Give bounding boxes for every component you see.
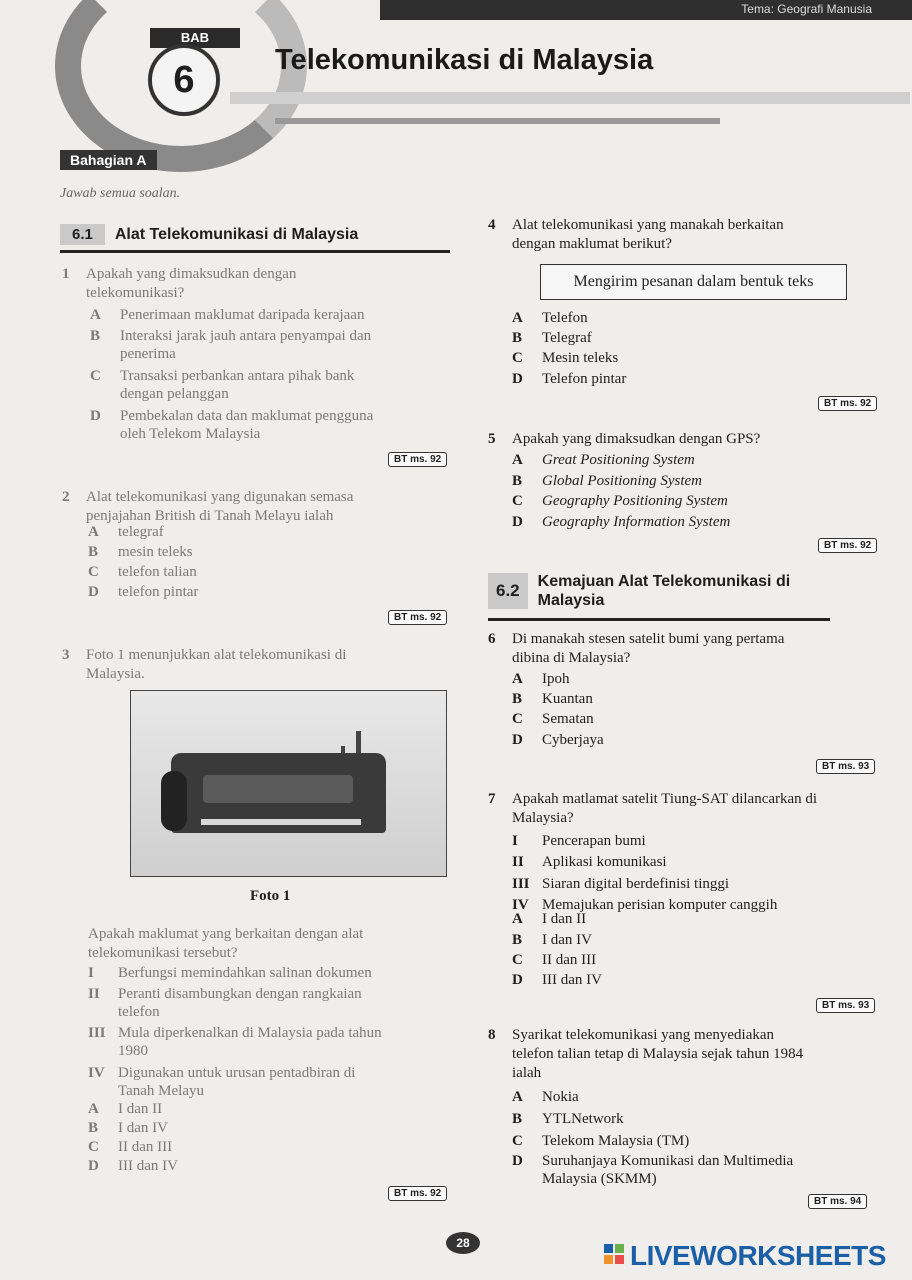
info-box: Mengirim pesanan dalam bentuk teks bbox=[540, 264, 847, 300]
top-theme-band bbox=[380, 0, 912, 20]
q5-option-d[interactable]: D Geography Information System bbox=[512, 514, 731, 530]
title-rule bbox=[275, 118, 720, 124]
q7-statement-ii: II Aplikasi komunikasi bbox=[512, 854, 667, 870]
question-5: 5 Apakah yang dimaksudkan dengan GPS? bbox=[488, 431, 761, 447]
q7-statement-iv: IV Memajukan perisian komputer canggih bbox=[512, 897, 778, 913]
reference-tag: BT ms. 93 bbox=[816, 998, 875, 1013]
q7-statement-iii: III Siaran digital berdefinisi tinggi bbox=[512, 876, 730, 892]
q7-statement-i: I Pencerapan bumi bbox=[512, 833, 646, 849]
q7-option-a[interactable]: A I dan II bbox=[512, 911, 587, 927]
q8-option-d[interactable]: D Suruhanjaya Komunikasi dan Multimedia Malaysia (SKMM) bbox=[512, 1153, 794, 1187]
q6-option-c[interactable]: C Sematan bbox=[512, 711, 594, 727]
photo-caption: Foto 1 bbox=[250, 888, 291, 904]
q6-option-b[interactable]: B Kuantan bbox=[512, 691, 593, 707]
q3-statement-ii: II Peranti disambungkan dengan rangkaian telefon bbox=[88, 986, 362, 1020]
q1-option-c[interactable]: C Transaksi perbankan antara pihak bank dengan pelanggan bbox=[90, 368, 355, 402]
section-label: Bahagian A bbox=[60, 150, 157, 170]
section-number: 6.1 bbox=[60, 224, 105, 245]
q8-option-a[interactable]: A Nokia bbox=[512, 1089, 579, 1105]
section-number: 6.2 bbox=[488, 573, 528, 609]
section-heading-6-2: 6.2 Kemajuan Alat Telekomunikasi di Malaysia bbox=[488, 572, 790, 610]
reference-tag: BT ms. 92 bbox=[388, 452, 447, 467]
q2-option-b[interactable]: B mesin teleks bbox=[88, 544, 193, 560]
q2-option-d[interactable]: D telefon pintar bbox=[88, 584, 199, 600]
q7-option-d[interactable]: D III dan IV bbox=[512, 972, 602, 988]
instruction-text: Jawab semua soalan. bbox=[60, 186, 181, 201]
section-underline bbox=[60, 250, 450, 253]
q6-option-d[interactable]: D Cyberjaya bbox=[512, 732, 604, 748]
question-1: 1 Apakah yang dimaksudkan dengan telekomunikasi? bbox=[62, 266, 297, 301]
q4-option-a[interactable]: A Telefon bbox=[512, 310, 588, 326]
liveworksheets-logo-icon bbox=[604, 1244, 624, 1264]
fax-keypad bbox=[203, 775, 353, 803]
q3-statement-iii: III Mula diperkenalkan di Malaysia pada tahun 1980 bbox=[88, 1025, 382, 1059]
reference-tag: BT ms. 93 bbox=[816, 759, 875, 774]
q4-option-c[interactable]: C Mesin teleks bbox=[512, 350, 619, 366]
q3-option-d[interactable]: D III dan IV bbox=[88, 1158, 178, 1174]
q4-option-d[interactable]: D Telefon pintar bbox=[512, 371, 627, 387]
q5-option-b[interactable]: B Global Positioning System bbox=[512, 473, 702, 489]
q5-option-c[interactable]: C Geography Positioning System bbox=[512, 493, 728, 509]
q5-option-a[interactable]: A Great Positioning System bbox=[512, 452, 695, 468]
chapter-title: Telekomunikasi di Malaysia bbox=[275, 44, 654, 76]
q1-option-d[interactable]: D Pembekalan data dan maklumat pengguna oleh Telekom Malaysia bbox=[90, 408, 374, 442]
q3-stem: Apakah maklumat yang berkaitan dengan alat telekomunikasi tersebut? bbox=[88, 926, 364, 961]
page-number: 28 bbox=[446, 1232, 480, 1254]
handset-icon bbox=[161, 771, 187, 831]
q3-option-c[interactable]: C II dan III bbox=[88, 1139, 173, 1155]
reference-tag: BT ms. 94 bbox=[808, 1194, 867, 1209]
reference-tag: BT ms. 92 bbox=[818, 538, 877, 553]
title-divider bbox=[230, 92, 910, 104]
section-underline bbox=[488, 618, 830, 621]
question-3: 3 Foto 1 menunjukkan alat telekomunikasi di Malaysia. bbox=[62, 647, 347, 682]
q8-option-b[interactable]: B YTLNetwork bbox=[512, 1111, 624, 1127]
q6-option-a[interactable]: A Ipoh bbox=[512, 671, 570, 687]
bab-label: BAB bbox=[150, 28, 240, 48]
section-heading-6-1 bbox=[60, 224, 358, 245]
q2-option-c[interactable]: C telefon talian bbox=[88, 564, 197, 580]
q3-option-b[interactable]: B I dan IV bbox=[88, 1120, 168, 1136]
q7-option-c[interactable]: C II dan III bbox=[512, 952, 597, 968]
q2-option-a[interactable]: A telegraf bbox=[88, 524, 164, 540]
section-title: Alat Telekomunikasi di Malaysia bbox=[114, 225, 359, 243]
question-2: 2 Alat telekomunikasi yang digunakan semasa penjajahan British di Tanah Melayu ialah bbox=[62, 489, 354, 524]
reference-tag: BT ms. 92 bbox=[818, 396, 877, 411]
q8-option-c[interactable]: C Telekom Malaysia (TM) bbox=[512, 1133, 690, 1149]
question-6: 6 Di manakah stesen satelit bumi yang pertama dibina di Malaysia? bbox=[488, 631, 785, 666]
q3-statement-iv: IV Digunakan untuk urusan pentadbiran di Tanah Melayu bbox=[88, 1065, 356, 1099]
q1-option-a[interactable]: A Penerimaan maklumat daripada kerajaan bbox=[90, 307, 365, 323]
question-8: 8 Syarikat telekomunikasi yang menyediakan telefon talian tetap di Malaysia sejak tahun 1984 ialah bbox=[488, 1027, 804, 1081]
chapter-number: 6 bbox=[148, 44, 220, 116]
fax-machine-photo bbox=[130, 690, 447, 877]
reference-tag: BT ms. 92 bbox=[388, 610, 447, 625]
q7-option-b[interactable]: B I dan IV bbox=[512, 932, 592, 948]
q4-option-b[interactable]: B Telegraf bbox=[512, 330, 592, 346]
liveworksheets-watermark[interactable]: LIVEWORKSHEETS bbox=[630, 1240, 886, 1271]
q1-option-b[interactable]: B Interaksi jarak jauh antara penyampai dan penerima bbox=[90, 328, 372, 362]
theme-text: Tema: Geografi Manusia bbox=[741, 2, 872, 16]
q3-statement-i: I Berfungsi memindahkan salinan dokumen bbox=[88, 965, 372, 981]
question-4: 4 Alat telekomunikasi yang manakah berkaitan dengan maklumat berikut? bbox=[488, 217, 784, 252]
reference-tag: BT ms. 92 bbox=[388, 1186, 447, 1201]
question-7: 7 Apakah matlamat satelit Tiung-SAT dilancarkan di Malaysia? bbox=[488, 791, 818, 826]
q3-option-a[interactable]: A I dan II bbox=[88, 1101, 163, 1117]
